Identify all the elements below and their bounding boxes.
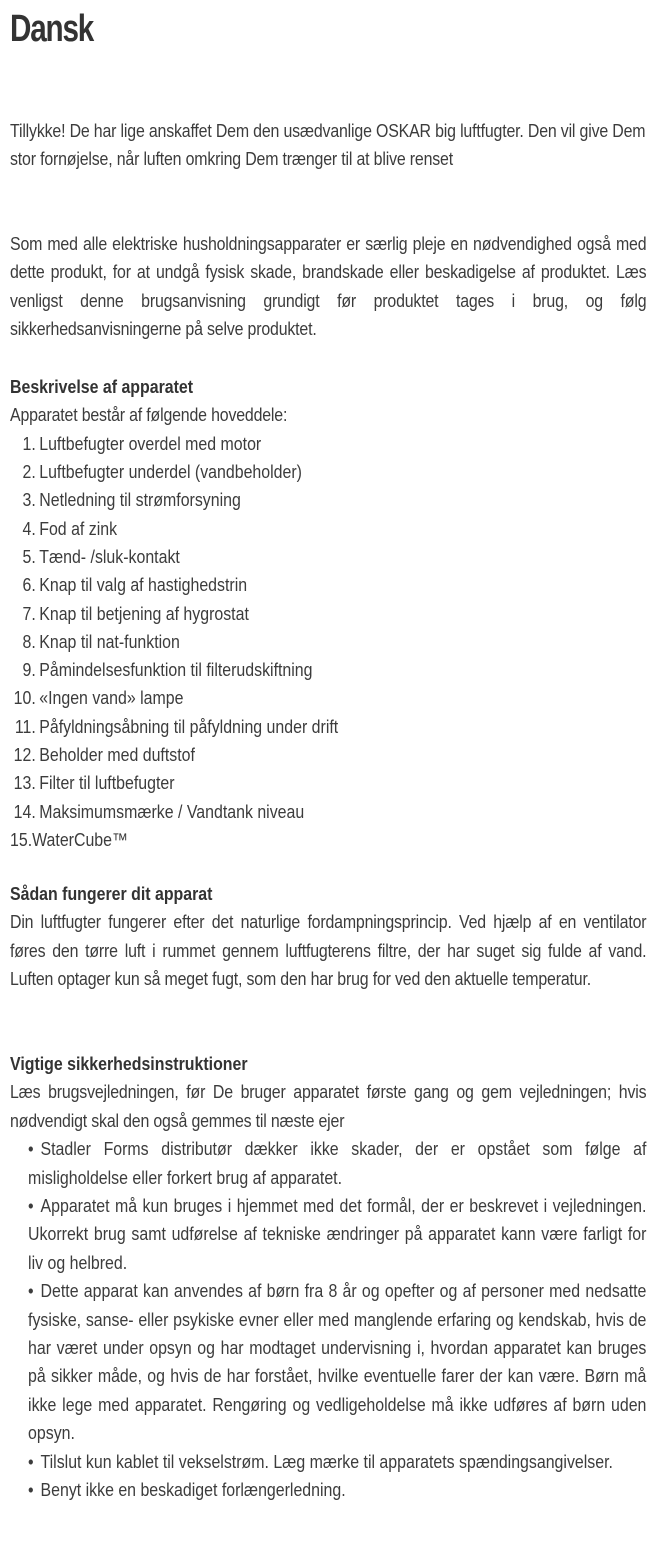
parts-list-text: Luftbefugter overdel med motor xyxy=(39,432,262,454)
bullet-dot-icon: • xyxy=(28,1195,34,1217)
parts-list-text: «Ingen vand» lampe xyxy=(39,687,184,709)
parts-list-text: Luftbefugter underdel (vandbeholder) xyxy=(39,461,302,483)
parts-list-item xyxy=(10,769,646,797)
parts-list-number: 13. xyxy=(13,772,36,794)
parts-list-number: 8. xyxy=(22,630,36,652)
parts-list-number: 6. xyxy=(22,574,36,596)
parts-list-number: 12. xyxy=(13,744,36,766)
parts-list-number: 2. xyxy=(22,461,36,483)
intro-paragraph-1 xyxy=(10,117,646,174)
parts-list-item xyxy=(10,713,646,741)
parts-list-number: 3. xyxy=(22,489,36,511)
parts-list-text: Knap til valg af hastighedstrin xyxy=(39,574,248,596)
parts-list-item xyxy=(10,430,646,458)
parts-list-text: WaterCube™ xyxy=(32,828,128,850)
parts-list-item xyxy=(10,600,646,628)
parts-list-item xyxy=(10,458,646,486)
parts-list-number: 4. xyxy=(22,517,36,539)
parts-list-item xyxy=(10,486,646,514)
function-heading: Sådan fungerer dit apparat xyxy=(10,883,213,904)
parts-list-text: Påfyldningsåbning til påfyldning under drift xyxy=(39,715,339,737)
bullet-dot-icon: • xyxy=(28,1450,34,1472)
intro-text-2: Som med alle elektriske husholdningsapparater er særlig pleje en nødvendighed også med dette produkt, for at undgå fysisk skade, brandskade eller beskadigelse af produktet. Læs venligst denne brugsanvisning grundigt før produktet tages i brug, og følg sikkerhedsanvisningerne på selve produktet. xyxy=(10,233,647,340)
safety-bullet-text: Stadler Forms distributør dækker ikke skader, der er opstået som følge af misligholdelse eller forkert brug af apparatet. xyxy=(28,1138,647,1188)
parts-list-text: Tænd- /sluk-kontakt xyxy=(39,546,180,567)
parts-list-text: Knap til nat-funktion xyxy=(39,630,180,652)
function-section xyxy=(10,880,646,994)
parts-list-item xyxy=(10,515,646,543)
safety-bullet-item xyxy=(28,1192,646,1277)
safety-lead: Læs brugsvejledningen, før De bruger apparatet første gang og gem vejledningen; hvis nødvendigt skal den også gemmes til næste ejer xyxy=(10,1081,647,1131)
safety-bullet-list xyxy=(10,1135,646,1504)
parts-list-number: 14. xyxy=(13,800,36,822)
bullet-dot-icon: • xyxy=(28,1479,34,1501)
safety-bullet-item xyxy=(28,1448,646,1476)
bullet-dot-icon: • xyxy=(28,1138,34,1160)
safety-section xyxy=(10,1050,646,1505)
parts-list-number: 9. xyxy=(22,659,36,681)
parts-list-item xyxy=(10,571,646,599)
intro-text-1: Tillykke! De har lige anskaffet Dem den usædvanlige OSKAR big luftfugter. Den vil give Dem stor fornøjelse, når luften omkring Dem trænger til at blive renset xyxy=(10,120,646,170)
parts-list-text: Beholder med duftstof xyxy=(39,744,195,766)
parts-list-number: 1. xyxy=(22,432,36,454)
description-lead: Apparatet består af følgende hoveddele: xyxy=(10,404,288,426)
parts-list-text: Filter til luftbefugter xyxy=(39,772,175,794)
parts-list-item xyxy=(10,543,646,571)
description-section xyxy=(10,373,646,854)
safety-bullet-text: Benyt ikke en beskadiget forlængerledning. xyxy=(40,1479,346,1501)
parts-list-text: Fod af zink xyxy=(39,517,118,539)
page-title: Dansk xyxy=(10,8,94,50)
parts-list-text: Påmindelsesfunktion til filterudskiftning xyxy=(39,659,313,681)
function-text: Din luftfugter fungerer efter det naturlige fordampningsprincip. Ved hjælp af en ventilator føres den tørre luft i rummet gennem luftfugterens filtre, der har suget sig fulde af vand. Luften optager kun så meget fugt, som den har brug for ved den aktuelle temperatur. xyxy=(10,911,647,990)
safety-bullet-text: Dette apparat kan anvendes af børn fra 8 år og opefter og af personer med nedsatte fysiske, sanse- eller psykiske evner eller med manglende erfaring og kendskab, hvis de har været under opsyn og har modtaget undervisning i, hvordan apparatet kan bruges på sikker måde, og hvis de har forstået, hvilke eventuelle farer der kan være. Børn må ikke lege med apparatet. Rengøring og vedligeholdelse må ikke udføres af børn uden opsyn. xyxy=(28,1280,647,1444)
parts-list-text: Knap til betjening af hygrostat xyxy=(39,602,249,624)
parts-list-text: Maksimumsmærke / Vandtank niveau xyxy=(39,800,305,822)
description-heading: Beskrivelse af apparatet xyxy=(10,376,194,397)
safety-bullet-text: Apparatet må kun bruges i hjemmet med det formål, der er beskrevet i vejledningen. Ukorrekt brug samt udførelse af tekniske ændringer på apparatet kann være farligt for liv og helbred. xyxy=(28,1195,647,1273)
safety-heading: Vigtige sikkerhedsinstruktioner xyxy=(10,1053,248,1074)
parts-list-item xyxy=(10,741,646,769)
parts-list xyxy=(10,430,646,854)
parts-list-item xyxy=(10,628,646,656)
safety-bullet-text: Tilslut kun kablet til vekselstrøm. Læg mærke til apparatets spændingsangivelser. xyxy=(40,1450,613,1472)
parts-list-number: 11. xyxy=(14,715,36,737)
parts-list-item xyxy=(10,656,646,684)
parts-list-number: 5. xyxy=(22,546,36,567)
parts-list-item xyxy=(10,798,646,826)
parts-list-number: 10. xyxy=(13,687,36,709)
safety-bullet-item xyxy=(28,1135,646,1192)
safety-bullet-item xyxy=(28,1277,646,1447)
bullet-dot-icon: • xyxy=(28,1280,34,1302)
parts-list-item xyxy=(10,684,646,712)
parts-list-number: 15. xyxy=(10,828,33,850)
intro-paragraph-2 xyxy=(10,230,646,344)
safety-bullet-item xyxy=(28,1476,646,1504)
parts-list-item xyxy=(10,826,646,854)
parts-list-text: Netledning til strømforsyning xyxy=(39,489,241,511)
parts-list-number: 7. xyxy=(22,602,36,624)
